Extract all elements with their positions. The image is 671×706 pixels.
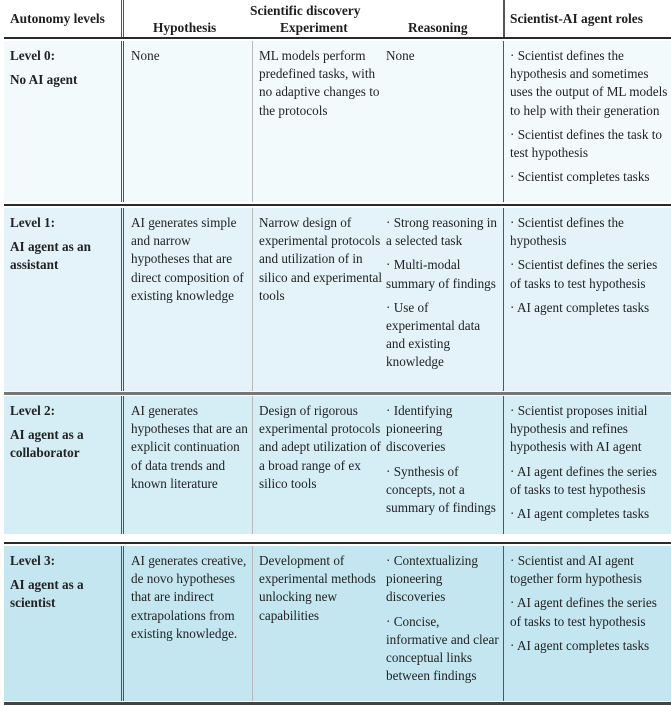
- role-item: · Scientist defines the hypothesis: [510, 215, 624, 249]
- column-double-divider: [121, 208, 124, 391]
- roles-cell: [510, 396, 670, 534]
- header-reasoning: Reasoning: [408, 20, 468, 35]
- role-item: · Scientist and AI agent together form hypothesis: [510, 553, 642, 587]
- reasoning-cell: [386, 208, 500, 391]
- experiment-cell: Design of rigorous experimental protocols and adept utilization of a broad range of ex silico tools: [259, 403, 381, 491]
- roles-cell: [510, 41, 670, 202]
- row-rule: [4, 542, 671, 544]
- reasoning-cell: [386, 396, 500, 534]
- reasoning-cell: [386, 41, 500, 202]
- autonomy-levels-table: [4, 0, 671, 706]
- column-divider: [503, 41, 504, 202]
- level-cell: [10, 546, 120, 701]
- reasoning-item: · Multi-modal summary of findings: [386, 257, 496, 291]
- role-item: · AI agent defines the series of tasks to test hypothesis: [510, 595, 657, 629]
- reasoning-cell: [386, 546, 500, 701]
- table-row-level-1: [4, 208, 671, 391]
- bottom-rule: [4, 702, 671, 705]
- table-row-level-2: [4, 396, 671, 534]
- reasoning-item: · Contextualizing pioneering discoveries: [386, 553, 478, 605]
- column-divider: [503, 546, 504, 701]
- header-experiment: Experiment: [280, 20, 348, 35]
- reasoning-item: None: [386, 48, 415, 63]
- role-item: · AI agent completes tasks: [510, 299, 650, 315]
- role-item: · Scientist defines the hypothesis and sometimes uses the output of ML models to help with their generation: [510, 48, 668, 118]
- role-item: · AI agent defines the series of tasks to test hypothesis: [510, 463, 657, 497]
- level-name: AI agent as a collaborator: [10, 427, 84, 461]
- header-scientific-discovery: Scientific discovery: [250, 3, 361, 18]
- column-double-divider: [121, 546, 124, 701]
- reasoning-item: · Use of experimental data and existing knowledge: [386, 299, 481, 370]
- column-divider: [503, 396, 504, 534]
- column-divider: [252, 546, 253, 701]
- role-item: · Scientist defines the series of tasks to test hypothesis: [510, 257, 658, 291]
- role-item: · Scientist proposes initial hypothesis and refines hypothesis with AI agent: [510, 403, 648, 455]
- header-double-divider: [121, 0, 124, 37]
- level-cell: [10, 396, 120, 534]
- reasoning-item: · Identifying pioneering discoveries: [386, 403, 453, 455]
- header-rule: [4, 37, 671, 39]
- column-divider: [252, 396, 253, 534]
- table-row-level-3: [4, 546, 671, 701]
- header-hypothesis: Hypothesis: [153, 20, 217, 35]
- role-item: · Scientist defines the task to test hypothesis: [510, 126, 662, 161]
- table-header: [4, 0, 671, 37]
- experiment-cell: Narrow design of experimental protocols and utilization of in silico and experimental tools: [259, 215, 383, 303]
- hypothesis-cell: AI generates simple and narrow hypotheses that are direct composition of existing knowledge: [131, 215, 244, 303]
- level-cell: [10, 41, 120, 202]
- column-divider: [252, 41, 253, 202]
- level-number: Level 0:: [10, 48, 56, 63]
- experiment-cell: ML models perform predefined tasks, with no adaptive changes to the protocols: [259, 48, 380, 118]
- experiment-cell: Development of experimental methods unlocking new capabilities: [259, 553, 376, 623]
- level-name: AI agent as a scientist: [10, 577, 84, 611]
- reasoning-item: · Synthesis of concepts, not a summary of findings: [386, 463, 496, 516]
- reasoning-item: · Concise, informative and clear conceptual links between findings: [386, 613, 499, 684]
- hypothesis-cell: AI generates hypotheses that are an explicit continuation of data trends and known literature: [131, 403, 248, 491]
- level-cell: [10, 208, 120, 391]
- hypothesis-cell: AI generates creative, de novo hypotheses that are indirect extrapolations from existing knowledge.: [131, 553, 247, 641]
- column-double-divider: [121, 396, 124, 534]
- level-number: Level 2:: [10, 403, 56, 418]
- row-rule: [4, 204, 671, 206]
- row-rule: [4, 392, 671, 395]
- role-item: · AI agent completes tasks: [510, 506, 650, 522]
- table-row-level-0: [4, 41, 671, 202]
- reasoning-item: · Strong reasoning in a selected task: [386, 215, 497, 249]
- header-roles: Scientist-AI agent roles: [510, 11, 643, 26]
- roles-cell: [510, 546, 670, 701]
- role-item: · Scientist completes tasks: [510, 169, 650, 185]
- role-item: · AI agent completes tasks: [510, 637, 650, 653]
- column-divider: [252, 208, 253, 391]
- hypothesis-cell: None: [131, 48, 160, 63]
- header-autonomy-levels: Autonomy levels: [10, 11, 105, 26]
- roles-cell: [510, 208, 670, 391]
- header-divider: [503, 0, 505, 37]
- column-double-divider: [121, 41, 124, 202]
- level-name: No AI agent: [10, 72, 78, 88]
- level-name: AI agent as an assistant: [10, 239, 91, 273]
- level-number: Level 1:: [10, 215, 56, 230]
- column-divider: [503, 208, 504, 391]
- level-number: Level 3:: [10, 553, 56, 568]
